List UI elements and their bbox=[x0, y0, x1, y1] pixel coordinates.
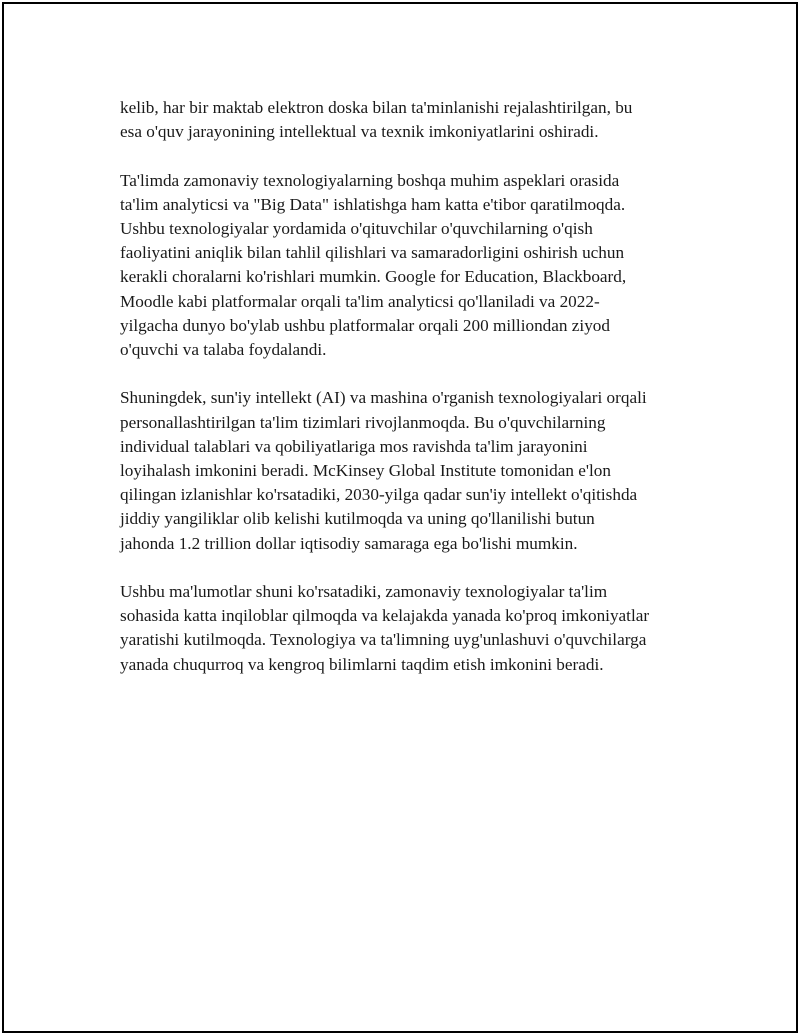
text-line: yilgacha dunyo bo'ylab ushbu platformalar orqali 200 milliondan ziyod bbox=[120, 315, 610, 335]
text-line: o'quvchi va talaba foydalandi. bbox=[120, 340, 327, 360]
text-line: qilingan izlanishlar ko'rsatadiki, 2030-yilga qadar sun'iy intellekt o'qitishda bbox=[120, 485, 638, 505]
text-line: Ushbu ma'lumotlar shuni ko'rsatadiki, zamonaviy texnologiyalar ta'lim bbox=[120, 582, 608, 602]
paragraph-1 bbox=[120, 96, 710, 144]
text-line: personallashtirilgan ta'lim tizimlari rivojlanmoqda. Bu o'quvchilarning bbox=[120, 412, 606, 432]
text-line: ta'lim analyticsi va "Big Data" ishlatishga ham katta e'tibor qaratilmoqda. bbox=[120, 194, 626, 214]
paragraph-3 bbox=[120, 386, 710, 555]
text-line: jahonda 1.2 trillion dollar iqtisodiy samaraga ega bo'lishi mumkin. bbox=[120, 533, 578, 553]
text-line: jiddiy yangiliklar olib kelishi kutilmoqda va uning qo'llanilishi butun bbox=[120, 509, 595, 529]
text-line: Ushbu texnologiyalar yordamida o'qituvchilar o'quvchilarning o'qish bbox=[120, 219, 593, 238]
paragraph-2 bbox=[120, 169, 710, 363]
text-line: faoliyatini aniqlik bilan tahlil qilishlari va samaradorligini oshirish uchun bbox=[120, 243, 625, 263]
document-body bbox=[120, 96, 710, 701]
text-line: Shuningdek, sun'iy intellekt (AI) va mashina o'rganish texnologiyalari orqali bbox=[120, 388, 647, 408]
text-line: kelib, har bir maktab elektron doska bilan ta'minlanishi rejalashtirilgan, bu bbox=[120, 98, 633, 117]
text-line: kerakli choralarni ko'rishlari mumkin. Google for Education, Blackboard, bbox=[120, 267, 627, 287]
text-line: Moodle kabi platformalar orqali ta'lim analyticsi qo'llaniladi va 2022- bbox=[120, 291, 600, 311]
text-line: loyihalash imkonini beradi. McKinsey Global Institute tomonidan e'lon bbox=[120, 461, 611, 481]
text-line: sohasida katta inqiloblar qilmoqda va kelajakda yanada ko'proq imkoniyatlar bbox=[120, 606, 650, 626]
text-line: esa o'quv jarayonining intellektual va texnik imkoniyatlarini oshiradi. bbox=[120, 122, 599, 142]
document-page bbox=[2, 2, 798, 1033]
text-line: Ta'limda zamonaviy texnologiyalarning boshqa muhim aspeklari orasida bbox=[120, 170, 620, 190]
text-line: individual talablari va qobiliyatlariga mos ravishda ta'lim jarayonini bbox=[120, 436, 588, 456]
text-line: yaratishi kutilmoqda. Texnologiya va ta'limning uyg'unlashuvi o'quvchilarga bbox=[120, 630, 647, 650]
paragraph-4 bbox=[120, 580, 710, 677]
text-line: yanada chuqurroq va kengroq bilimlarni taqdim etish imkonini beradi. bbox=[120, 654, 604, 674]
